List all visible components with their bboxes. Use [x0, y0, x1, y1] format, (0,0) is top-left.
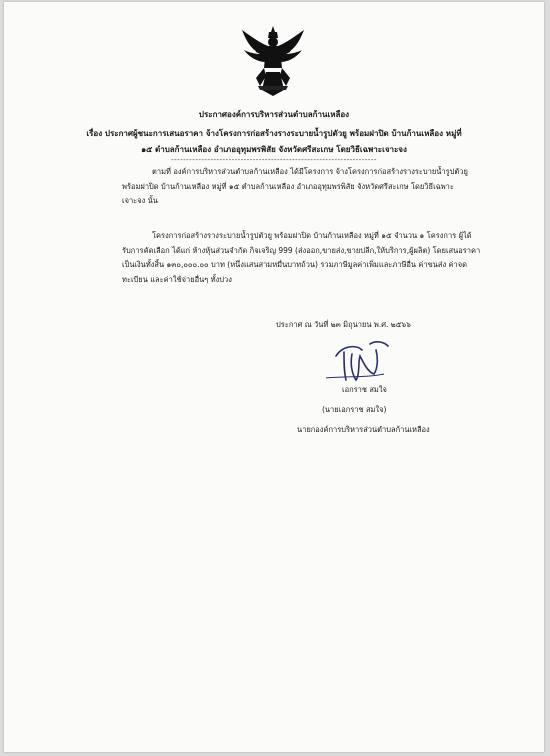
announcement-date: ประกาศ ณ วันที่ ๒๓ มิถุนายน พ.ศ. ๒๕๖๖ [276, 320, 411, 329]
signer-name-full: (นายเอกราช สมใจ) [322, 405, 387, 414]
divider-line: -------------------------------------------------------------------- [171, 156, 377, 164]
paragraph-line: เป็นเงินทั้งสิ้น ๑๓๐,๐๐๐.๐๐ บาท (หนึ่งแสนสามหมื่นบาทถ้วน) รวมภาษีมูลค่าเพิ่มและภาษีอื่น ค่าขนส่ง ค่าจด [122, 260, 468, 269]
announcement-title: ประกาศองค์การบริหารส่วนตำบลก้านเหลือง [198, 110, 350, 119]
paragraph-line: เจาะจง นั้น [122, 196, 158, 205]
signer-name: เอกราช สมใจ [342, 385, 387, 394]
paragraph-line: ทะเบียน และค่าใช้จ่ายอื่นๆ ทั้งปวง [122, 274, 232, 284]
signer-title: นายกองค์การบริหารส่วนตำบลก้านเหลือง [297, 425, 430, 434]
document-page [4, 2, 544, 752]
paragraph-intro [122, 165, 468, 209]
subject-line-1: เรื่อง ประกาศผู้ชนะการเสนอราคา จ้างโครงการก่อสร้างรางระบายน้ำรูปตัวยู พร้อมฝาปิด บ้านก้านเหลือง หมู่ที่ [86, 129, 462, 138]
paragraph-winner [122, 229, 481, 287]
paragraph-line: พร้อมฝาปิด บ้านก้านเหลือง หมู่ที่ ๑๕ ตำบลก้านเหลือง อำเภออุทุมพรพิสัย จังหวัดศรีสะเกษ โดยวิธีเฉพาะ [122, 181, 454, 191]
paragraph-line: โครงการก่อสร้างรางระบายน้ำรูปตัวยู พร้อมฝาปิด บ้านก้านเหลือง หมู่ที่ ๑๕ จำนวน ๑ โครงการ ผู้ได้ [152, 231, 472, 240]
garuda-emblem-icon [240, 24, 306, 98]
paragraph-line: ตามที่ องค์การบริหารส่วนตำบลก้านเหลือง ได้มีโครงการ จ้างโครงการก่อสร้างรางระบายน้ำรูปตัวยู [152, 167, 468, 176]
paragraph-line: รับการคัดเลือก ได้แก่ ห้างหุ้นส่วนจำกัด กิจเจริญ 999 (ส่งออก,ขายส่ง,ขายปลีก,ให้บริการ,ผู้ผลิต) โดยเสนอราคา [122, 245, 481, 255]
subject-line-2: ๑๕ ตำบลก้านเหลือง อำเภออุทุมพรพิสัย จังหวัดศรีสะเกษ โดยวิธีเฉพาะเจาะจง [141, 145, 407, 154]
handwritten-signature [322, 338, 392, 386]
